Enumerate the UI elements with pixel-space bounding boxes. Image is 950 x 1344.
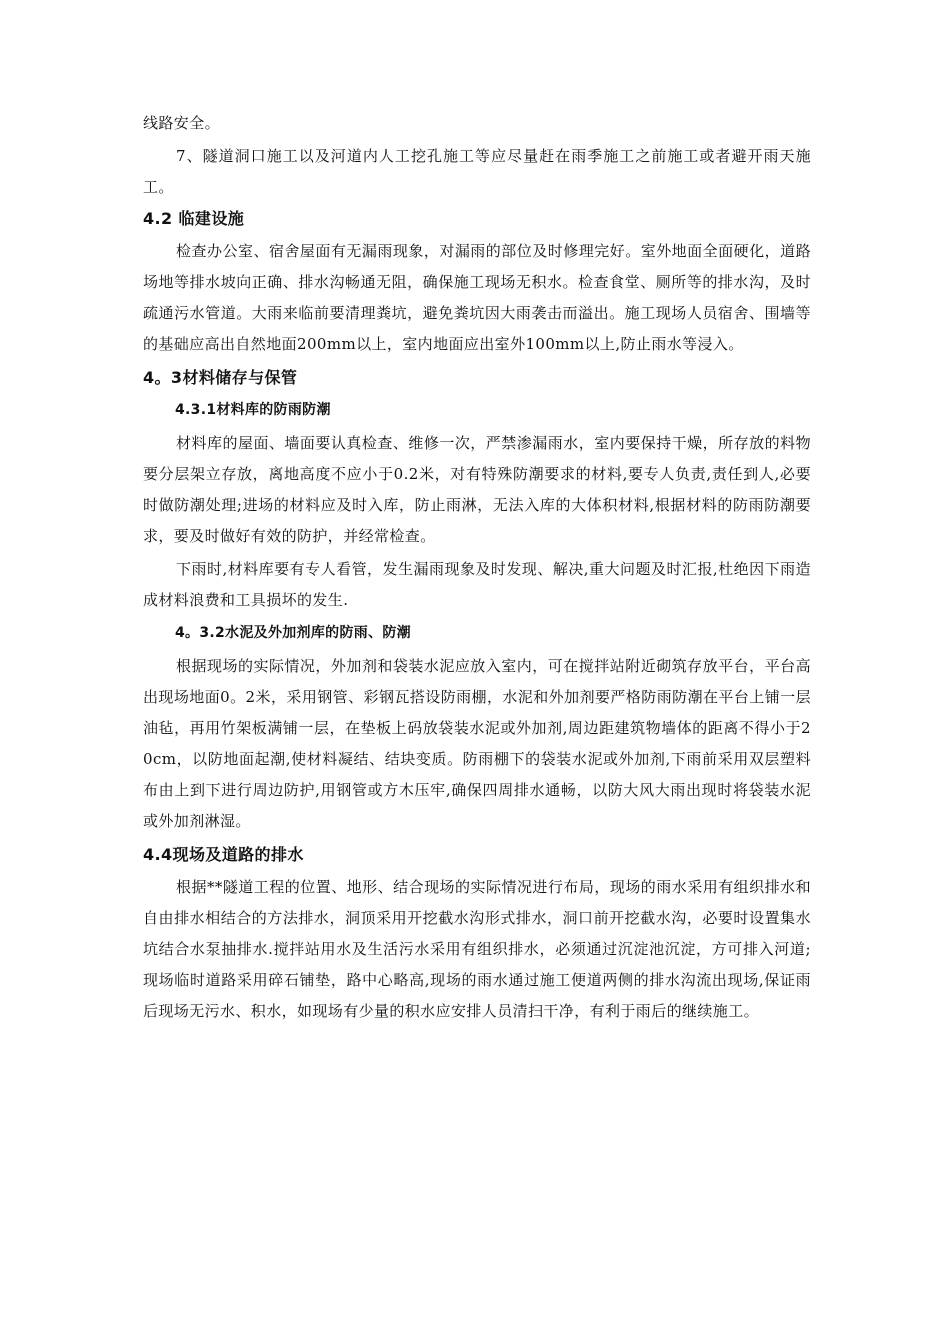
heading-4-3-2: 4。3.2水泥及外加剂库的防雨、防潮 bbox=[175, 625, 411, 641]
paragraph-4-2: 检查办公室、宿舍屋面有无漏雨现象，对漏雨的部位及时修理完好。室外地面全面硬化，道路场地等排水坡向正确、排水沟畅通无阻，确保施工现场无积水。检查食堂、厕所等的排水沟，及时疏通污水管道。大雨来临前要清理粪坑，避免粪坑因大雨袭击而溢出。施工现场人员宿舍、围墙等的基础应高出自然地面200mm以上，室内地面应出室外100mm以上,防止雨水等浸入。 bbox=[143, 242, 811, 353]
paragraph-item-7: 7、隧道洞口施工以及河道内人工挖孔施工等应尽量赶在雨季施工之前施工或者避开雨天施工。 bbox=[143, 147, 811, 196]
document-page bbox=[143, 108, 811, 1027]
paragraph-4-4: 根据**隧道工程的位置、地形、结合现场的实际情况进行布局，现场的雨水采用有组织排水和自由排水相结合的方法排水，洞顶采用开挖截水沟形式排水，洞口前开挖截水沟，必要时设置集水坑结合水泵抽排水.搅拌站用水及生活污水采用有组织排水，必须通过沉淀池沉淀，方可排入河道;现场临时道路采用碎石铺垫，路中心略高,现场的雨水通过施工便道两侧的排水沟流出现场,保证雨后现场无污水、积水，如现场有少量的积水应安排人员清扫干净，有利于雨后的继续施工。 bbox=[143, 878, 811, 1020]
paragraph-4-3-1-b: 下雨时,材料库要有专人看管，发生漏雨现象及时发现、解决,重大问题及时汇报,杜绝因下雨造成材料浪费和工具损坏的发生. bbox=[143, 560, 811, 609]
heading-4-3: 4。3材料储存与保管 bbox=[143, 368, 298, 387]
heading-4-4: 4.4现场及道路的排水 bbox=[143, 845, 304, 864]
heading-4-2: 4.2 临建设施 bbox=[143, 209, 245, 228]
paragraph-4-3-2: 根据现场的实际情况，外加剂和袋装水泥应放入室内，可在搅拌站附近砌筑存放平台，平台高出现场地面0。2米，采用钢管、彩钢瓦搭设防雨棚，水泥和外加剂要严格防雨防潮在平台上铺一层油毡，再用竹架板满铺一层，在垫板上码放袋装水泥或外加剂,周边距建筑物墙体的距离不得小于20cm，以防地面起潮,使材料凝结、结块变质。防雨棚下的袋装水泥或外加剂,下雨前采用双层塑料布由上到下进行周边防护,用钢管或方木压牢,确保四周排水通畅，以防大风大雨出现时将袋装水泥或外加剂淋湿。 bbox=[143, 657, 811, 830]
heading-4-3-1: 4.3.1材料库的防雨防潮 bbox=[175, 402, 331, 418]
paragraph-4-3-1-a: 材料库的屋面、墙面要认真检查、维修一次，严禁渗漏雨水，室内要保持干燥，所存放的料物要分层架立存放，离地高度不应小于0.2米，对有特殊防潮要求的材料,要专人负责,责任到人,必要时做防潮处理;进场的材料应及时入库，防止雨淋，无法入库的大体积材料,根据材料的防雨防潮要求，要及时做好有效的防护，并经常检查。 bbox=[143, 434, 811, 545]
paragraph-intro-tail: 线路安全。 bbox=[143, 114, 221, 132]
